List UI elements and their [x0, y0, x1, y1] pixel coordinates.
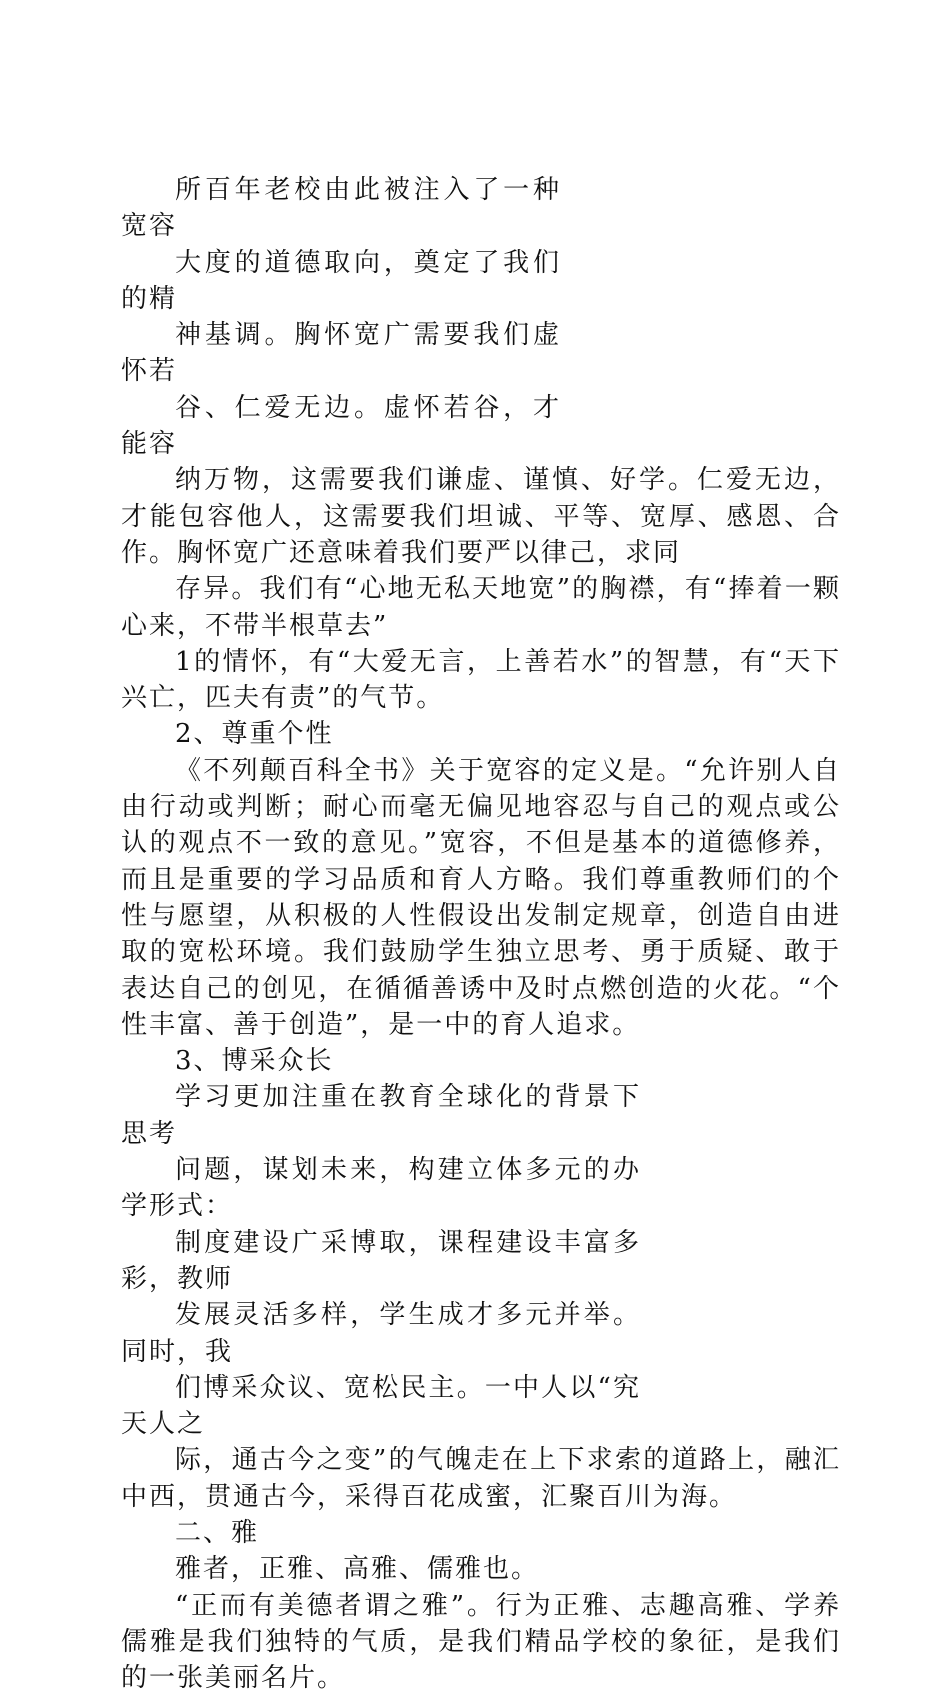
paragraph-learning-6: 际，通古今之变”的气魄走在上下求索的道路上，融汇中西，贯通古今，采得百花成蜜，汇聚百川为海。 — [121, 1445, 841, 1512]
paragraph-learning-1: 学习更加注重在教育全球化的背景下思考 — [121, 1082, 641, 1149]
section-heading-elegance: 二、雅 — [175, 1517, 260, 1548]
paragraph-learning-3: 制度建设广采博取，课程建设丰富多彩，教师 — [121, 1227, 641, 1294]
paragraph-3: 神基调。胸怀宽广需要我们虚怀若 — [121, 320, 561, 387]
paragraph-elegance-definition: 雅者，正雅、高雅、儒雅也。 — [175, 1554, 540, 1585]
paragraph-6: 存异。我们有“心地无私天地宽”的胸襟，有“捧着一颗心来，不带半根草去” — [121, 574, 841, 641]
section-heading-broad-learning: 3、博采众长 — [175, 1046, 334, 1077]
paragraph-learning-2: 问题，谋划未来，构建立体多元的办学形式： — [121, 1155, 641, 1222]
paragraph-4: 谷、仁爱无边。虚怀若谷，才能容 — [121, 392, 561, 460]
section-heading-respect-individuality: 2、尊重个性 — [175, 719, 334, 750]
paragraph-1: 所百年老校由此被注入了一种宽容 — [121, 175, 561, 242]
paragraph-7: 1的情怀，有“大爱无言，上善若水”的智慧，有“天下兴亡，匹夫有责”的气节。 — [121, 646, 841, 714]
paragraph-learning-5: 们博采众议、宽松民主。一中人以“究天人之 — [121, 1372, 641, 1440]
paragraph-elegance-description: “正而有美德者谓之雅”。行为正雅、志趣高雅、学养儒雅是我们独特的气质，是我们精品学校的象征，是我们的一张美丽名片。 — [121, 1590, 841, 1694]
paragraph-tolerance-definition: 《不列颠百科全书》关于宽容的定义是。“允许别人自由行动或判断；耐心而毫无偏见地容忍与自己的观点或公认的观点不一致的意见。”宽容，不但是基本的道德修养，而且是重要的学习品质和育人方略。我们尊重教师们的个性与愿望，从积极的人性假设出发制定规章，创造自由进取的宽松环境。我们鼓励学生独立思考、勇于质疑、敢于表达自己的创见，在循循善诱中及时点燃创造的火花。“个性丰富、善于创造”，是一中的育人追求。 — [121, 755, 841, 1040]
paragraph-learning-4: 发展灵活多样，学生成才多元并举。同时，我 — [121, 1300, 641, 1367]
document-body — [121, 172, 841, 1696]
paragraph-2: 大度的道德取向，奠定了我们的精 — [121, 247, 561, 314]
paragraph-5: 纳万物，这需要我们谦虚、谨慎、好学。仁爱无边，才能包容他人，这需要我们坦诚、平等、宽厚、感恩、合作。胸怀宽广还意味着我们要严以律己，求同 — [121, 465, 841, 568]
